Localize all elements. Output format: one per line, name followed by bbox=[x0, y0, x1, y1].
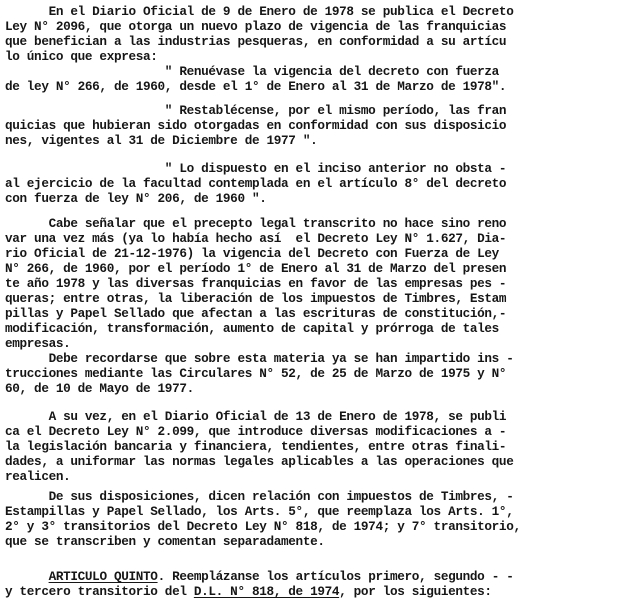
paragraph-stamps-line: De sus disposiciones, dicen relación con impuestos de Timbres, - bbox=[5, 489, 514, 504]
paragraph-quote-2-line: " Restablécense, por el mismo período, las fran bbox=[5, 103, 507, 118]
paragraph-comment-line: queras; entre otras, la liberación de los impuestos de Timbres, Estam bbox=[5, 291, 507, 306]
paragraph-comment-line: N° 266, de 1960, por el período 1° de Enero al 31 de Marzo del presen bbox=[5, 261, 507, 276]
paragraph-comment-line: empresas. bbox=[5, 336, 71, 351]
paragraph-quote-1-line: de ley N° 266, de 1960, desde el 1° de Enero al 31 de Marzo de 1978". bbox=[5, 79, 507, 94]
paragraph-decree-2099-line: ca el Decreto Ley N° 2.099, que introduce diversas modificaciones a - bbox=[5, 424, 507, 439]
paragraph-decree-2099-line: realicen. bbox=[5, 469, 71, 484]
paragraph-quote-3-line: " Lo dispuesto en el inciso anterior no obsta - bbox=[5, 161, 507, 176]
paragraph-decree-2099-line: la legislación bancaria y financiera, tendientes, entre otras finali- bbox=[5, 439, 507, 454]
paragraph-comment-line: modificación, transformación, aumento de capital y prórroga de tales bbox=[5, 321, 499, 336]
article-quinto-line-1 bbox=[5, 569, 514, 584]
paragraph-quote-1-line: " Renuévase la vigencia del decreto con fuerza bbox=[5, 64, 499, 79]
paragraph-quote-3-line: con fuerza de ley N° 206, de 1960 ". bbox=[5, 191, 267, 206]
article-quinto-text-post: , por los siguientes: bbox=[339, 584, 492, 599]
paragraph-instructions-line: Debe recordarse que sobre esta materia ya se han impartido ins - bbox=[5, 351, 514, 366]
paragraph-instructions-line: trucciones mediante las Circulares N° 52, de 25 de Marzo de 1975 y N° bbox=[5, 366, 507, 381]
paragraph-comment-line: rio Oficial de 21-12-1976) la vigencia del Decreto con Fuerza de Ley bbox=[5, 246, 499, 261]
paragraph-instructions-line: 60, de 10 de Mayo de 1977. bbox=[5, 381, 194, 396]
paragraph-comment-line: var una vez más (ya lo había hecho así el Decreto Ley N° 1.627, Dia- bbox=[5, 231, 507, 246]
paragraph-stamps-line: 2° y 3° transitorios del Decreto Ley N° 818, de 1974; y 7° transitorio, bbox=[5, 519, 521, 534]
paragraph-comment-line: pillas y Papel Sellado que afectan a las escrituras de constitución,- bbox=[5, 306, 507, 321]
paragraph-decree-2099-line: dades, a uniformar las normas legales aplicables a las operaciones que bbox=[5, 454, 514, 469]
paragraph-intro-line: Ley N° 2096, que otorga un nuevo plazo de vigencia de las franquicias bbox=[5, 19, 507, 34]
article-quinto-text-pre: y tercero transitorio del bbox=[5, 584, 194, 599]
article-quinto-heading: ARTICULO QUINTO bbox=[48, 569, 158, 584]
decree-818-reference: D.L. N° 818, de 1974 bbox=[193, 584, 340, 599]
paragraph-stamps-line: Estampillas y Papel Sellado, los Arts. 5°, que reemplaza los Arts. 1°, bbox=[5, 504, 514, 519]
paragraph-stamps-line: que se transcriben y comentan separadamente. bbox=[5, 534, 325, 549]
paragraph-intro-line: En el Diario Oficial de 9 de Enero de 1978 se publica el Decreto bbox=[5, 4, 514, 19]
paragraph-intro-line: lo único que expresa: bbox=[5, 49, 158, 64]
paragraph-decree-2099-line: A su vez, en el Diario Oficial de 13 de Enero de 1978, se publi bbox=[5, 409, 507, 424]
paragraph-quote-2-line: quicias que hubieran sido otorgadas en conformidad con sus disposicio bbox=[5, 118, 507, 133]
paragraph-comment-line: te año 1978 y las diversas franquicias en favor de las empresas pes - bbox=[5, 276, 507, 291]
paragraph-intro-line: que benefician a las industrias pesqueras, en conformidad a su artícu bbox=[5, 34, 507, 49]
paragraph-quote-2-line: nes, vigentes al 31 de Diciembre de 1977 ". bbox=[5, 133, 318, 148]
paragraph-comment-line: Cabe señalar que el precepto legal transcrito no hace sino reno bbox=[5, 216, 507, 231]
article-quinto-text: . Reemplázanse los artículos primero, segundo - - bbox=[157, 569, 514, 584]
paragraph-quote-3-line: al ejercicio de la facultad contemplada en el artículo 8° del decreto bbox=[5, 176, 507, 191]
article-quinto-line-2 bbox=[5, 584, 492, 599]
